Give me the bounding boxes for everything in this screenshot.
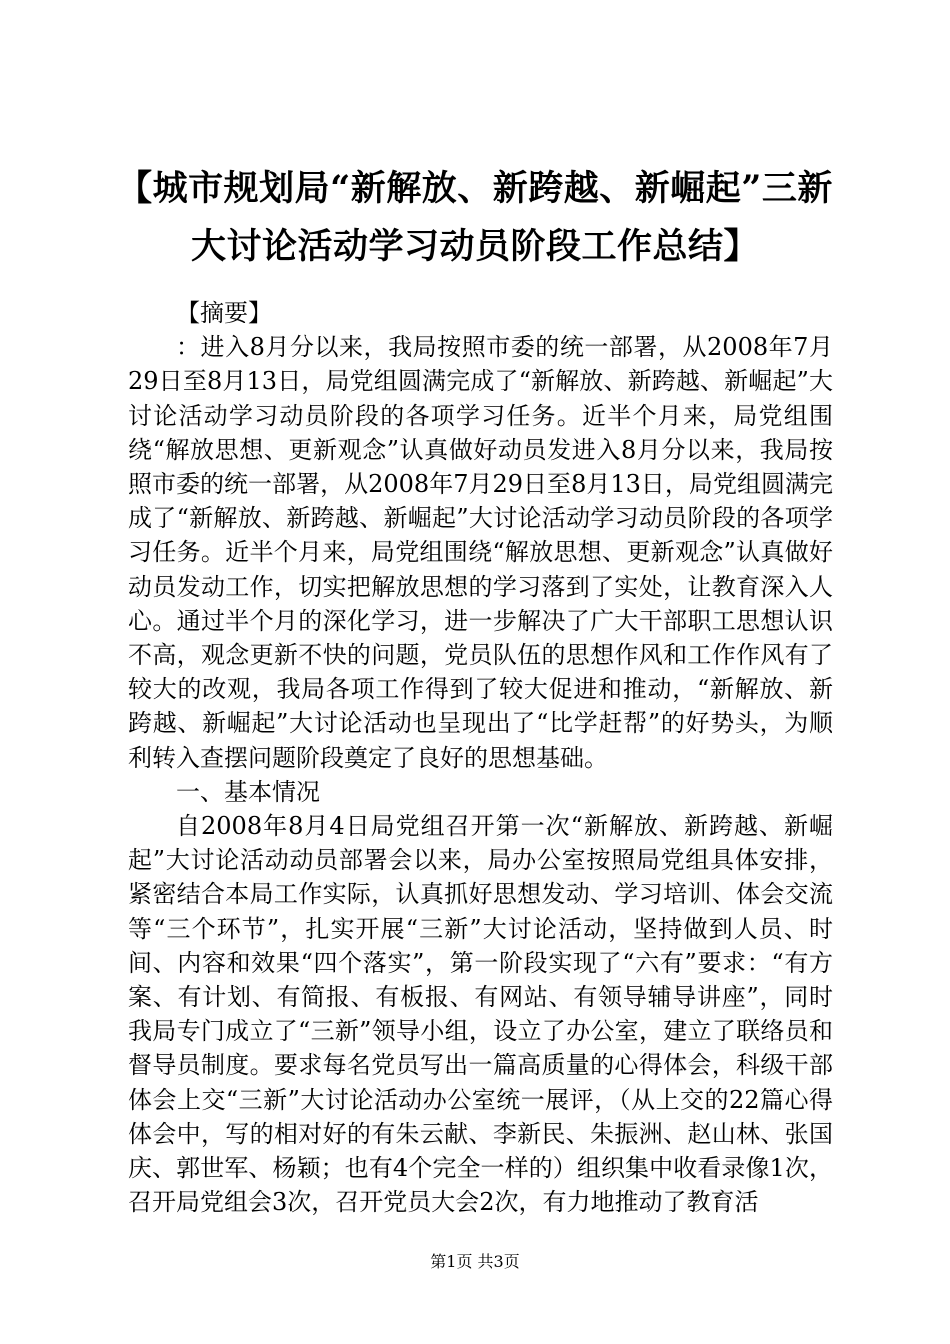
body-paragraph: 自2008年8月4日局党组召开第一次“新解放、新跨越、新崛起”大讨论活动动员部署会以来，局办公室按照局党组具体安排，紧密结合本局工作实际，认真抓好思想发动、学习培训、体会交流等“三个环节”，扎实开展“三新”大讨论活动，坚持做到人员、时间、内容和效果“四个落实”，第一阶段实现了“六有”要求：“有方案、有计划、有简报、有板报、有网站、有领导辅导讲座”，同时我局专门成立了“三新”领导小组，设立了办公室，建立了联络员和督导员制度。要求每名党员写出一篇高质量的心得体会，科级干部体会上交“三新”大讨论活动办公室统一展评，（从上交的22篇心得体会中，写的相对好的有朱云献、李新民、朱振洲、赵山林、张国庆、郭世军、杨颖；也有4个完全一样的）组织集中收看录像1次，召开局党组会3次，召开党员大会2次，有力地推动了教育活 (128, 812, 833, 1217)
abstract-label: 【摘要】 (176, 299, 272, 327)
section-heading-basic-situation: 一、基本情况 (176, 777, 320, 806)
page-footer: 第1页 共3页 (430, 1252, 520, 1271)
document-body (128, 296, 833, 1219)
abstract-paragraph: ：进入8月分以来，我局按照市委的统一部署，从2008年7月29日至8月13日，局党组圆满完成了“新解放、新跨越、新崛起”大讨论活动学习动员阶段的各项学习任务。近半个月来，局党组围绕“解放思想、更新观念”认真做好动员发进入8月分以来，我局按照市委的统一部署，从2008年7月29日至8月13日，局党组圆满完成了“新解放、新跨越、新崛起”大讨论活动学习动员阶段的各项学习任务。近半个月来，局党组围绕“解放思想、更新观念”认真做好动员发动工作，切实把解放思想的学习落到了实处，让教育深入人心。通过半个月的深化学习，进一步解决了广大干部职工思想认识不高，观念更新不快的问题，党员队伍的思想作风和工作作风有了较大的改观，我局各项工作得到了较大促进和推动，“新解放、新跨越、新崛起”大讨论活动也呈现出了“比学赶帮”的好势头，为顺利转入查摆问题阶段奠定了良好的思想基础。 (128, 333, 833, 772)
document-title: 【城市规划局“新解放、新跨越、新崛起”三新大讨论活动学习动员阶段工作总结】 (117, 168, 833, 267)
